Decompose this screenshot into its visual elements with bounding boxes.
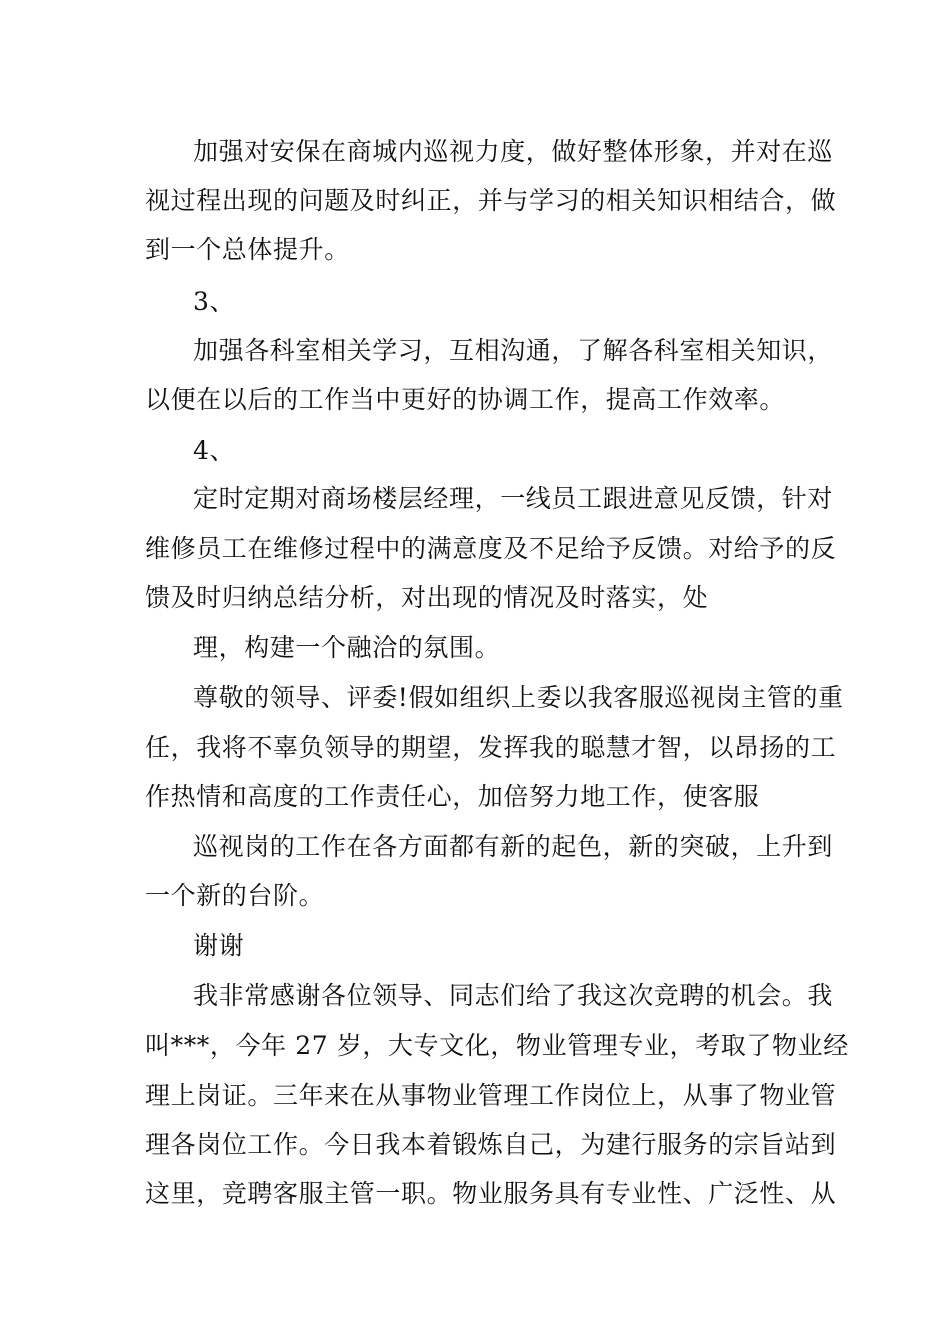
text-line: 视过程出现的问题及时纠正，并与学习的相关知识相结合，做 [145,186,837,215]
text-line: 维修员工在维修过程中的满意度及不足给予反馈。对给予的反 [145,534,837,563]
text-line: 加强各科室相关学习，互相沟通，了解各科室相关知识， [193,336,834,365]
text-line: 理各岗位工作。今日我本着锻炼自己，为建行服务的宗旨站到 [145,1130,837,1159]
text-line: 加强对安保在商城内巡视力度，做好整体形象，并对在巡 [193,137,834,166]
text-line: 作热情和高度的工作责任心，加倍努力地工作，使客服 [145,782,760,811]
text-line: 以便在以后的工作当中更好的协调工作，提高工作效率。 [145,385,786,414]
text-line: 馈及时归纳总结分析，对出现的情况及时落实，处 [145,583,709,612]
text-line: 巡视岗的工作在各方面都有新的起色，新的突破，上升到 [193,832,834,861]
text-line: 4、 [193,436,236,465]
text-line: 任，我将不辜负领导的期望，发挥我的聪慧才智，以昂扬的工 [145,733,837,762]
text-line: 谢谢 [193,931,245,960]
text-line: 我非常感谢各位领导、同志们给了我这次竞聘的机会。我 [193,981,834,1010]
text-line: 定时定期对商场楼层经理，一线员工跟进意见反馈，针对 [193,484,834,513]
text-line: 尊敬的领导、评委!假如组织上委以我客服巡视岗主管的重 [193,683,844,712]
text-line: 理上岗证。三年来在从事物业管理工作岗位上，从事了物业管 [145,1081,837,1110]
text-line: 到一个总体提升。 [145,235,350,264]
text-line: 3、 [193,287,236,316]
text-line: 叫***，今年 27 岁，大专文化，物业管理专业，考取了物业经 [145,1031,849,1060]
text-line: 理，构建一个融洽的氛围。 [193,633,501,662]
text-line: 这里，竞聘客服主管一职。物业服务具有专业性、广泛性、从 [145,1179,837,1208]
text-line: 一个新的台阶。 [145,881,325,910]
